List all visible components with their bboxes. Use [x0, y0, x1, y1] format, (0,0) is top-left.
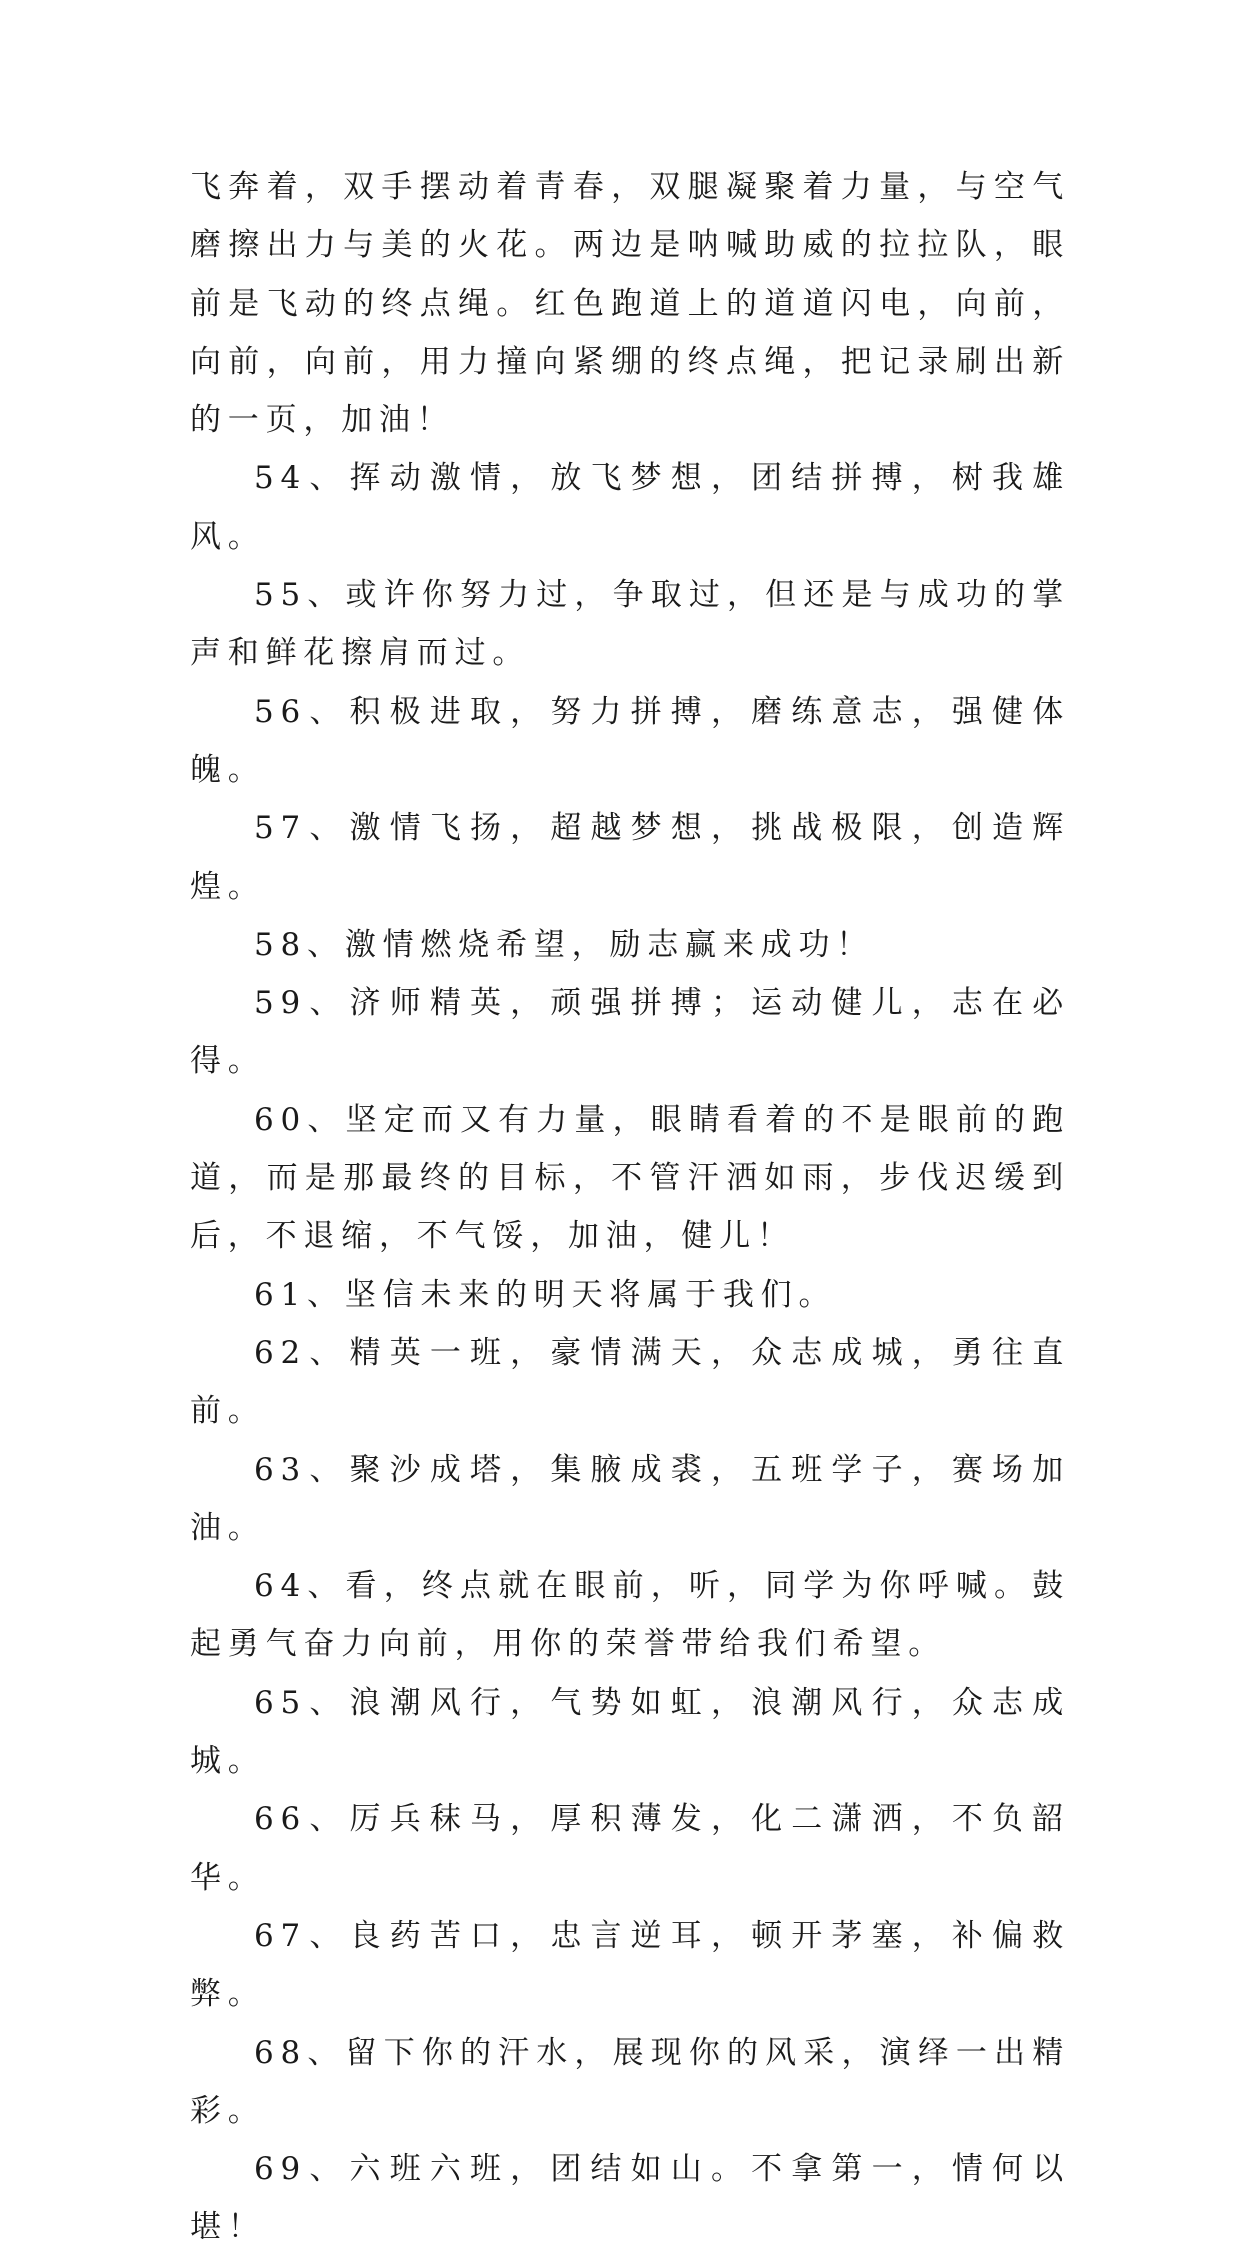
slogan-56: 56、积极进取，努力拼搏，磨练意志，强健体魄。: [190, 693, 1070, 788]
slogan-58: 58、激情燃烧希望，励志赢来成功！: [254, 926, 875, 963]
slogan-61: 61、坚信未来的明天将属于我们。: [254, 1276, 837, 1313]
slogan-55: 55、或许你努力过，争取过，但还是与成功的掌声和鲜花擦肩而过。: [190, 577, 1070, 672]
slogan-60: 60、坚定而又有力量，眼睛看着的不是眼前的跑道，而是那最终的目标，不管汗洒如雨，步伐迟缓到后，不退缩，不气馁，加油，健儿！: [190, 1101, 1070, 1255]
slogan-66: 66、厉兵秣马，厚积薄发，化二潇洒，不负韶华。: [190, 1801, 1070, 1896]
slogan-68: 68、留下你的汗水，展现你的风采，演绎一出精彩。: [190, 2034, 1070, 2129]
document-body: [190, 158, 1070, 2257]
slogan-65: 65、浪潮风行，气势如虹，浪潮风行，众志成城。: [190, 1684, 1070, 1780]
slogan-63: 63、聚沙成塔，集腋成裘，五班学子，赛场加油。: [190, 1451, 1070, 1546]
slogan-57: 57、激情飞扬，超越梦想，挑战极限，创造辉煌。: [190, 810, 1070, 905]
slogan-59: 59、济师精英，顽强拼搏；运动健儿，志在必得。: [190, 985, 1070, 1080]
slogan-69: 69、六班六班，团结如山。不拿第一，情何以堪！: [190, 2151, 1070, 2246]
slogan-67: 67、良药苦口，忠言逆耳，顿开茅塞，补偏救弊。: [190, 1917, 1070, 2013]
paragraph-continuation: 飞奔着，双手摆动着青春，双腿凝聚着力量，与空气磨擦出力与美的火花。两边是呐喊助威的拉拉队，眼前是飞动的终点绳。红色跑道上的道道闪电，向前，向前，向前，用力撞向紧绷的终点绳，把记录刷出新的一页，加油！: [190, 169, 1070, 439]
slogan-64: 64、看，终点就在眼前，听，同学为你呼喊。鼓起勇气奋力向前，用你的荣誉带给我们希望。: [190, 1568, 1070, 1663]
slogan-54: 54、挥动激情，放飞梦想，团结拼搏，树我雄风。: [190, 460, 1070, 555]
slogan-62: 62、精英一班，豪情满天，众志成城，勇往直前。: [190, 1334, 1070, 1430]
